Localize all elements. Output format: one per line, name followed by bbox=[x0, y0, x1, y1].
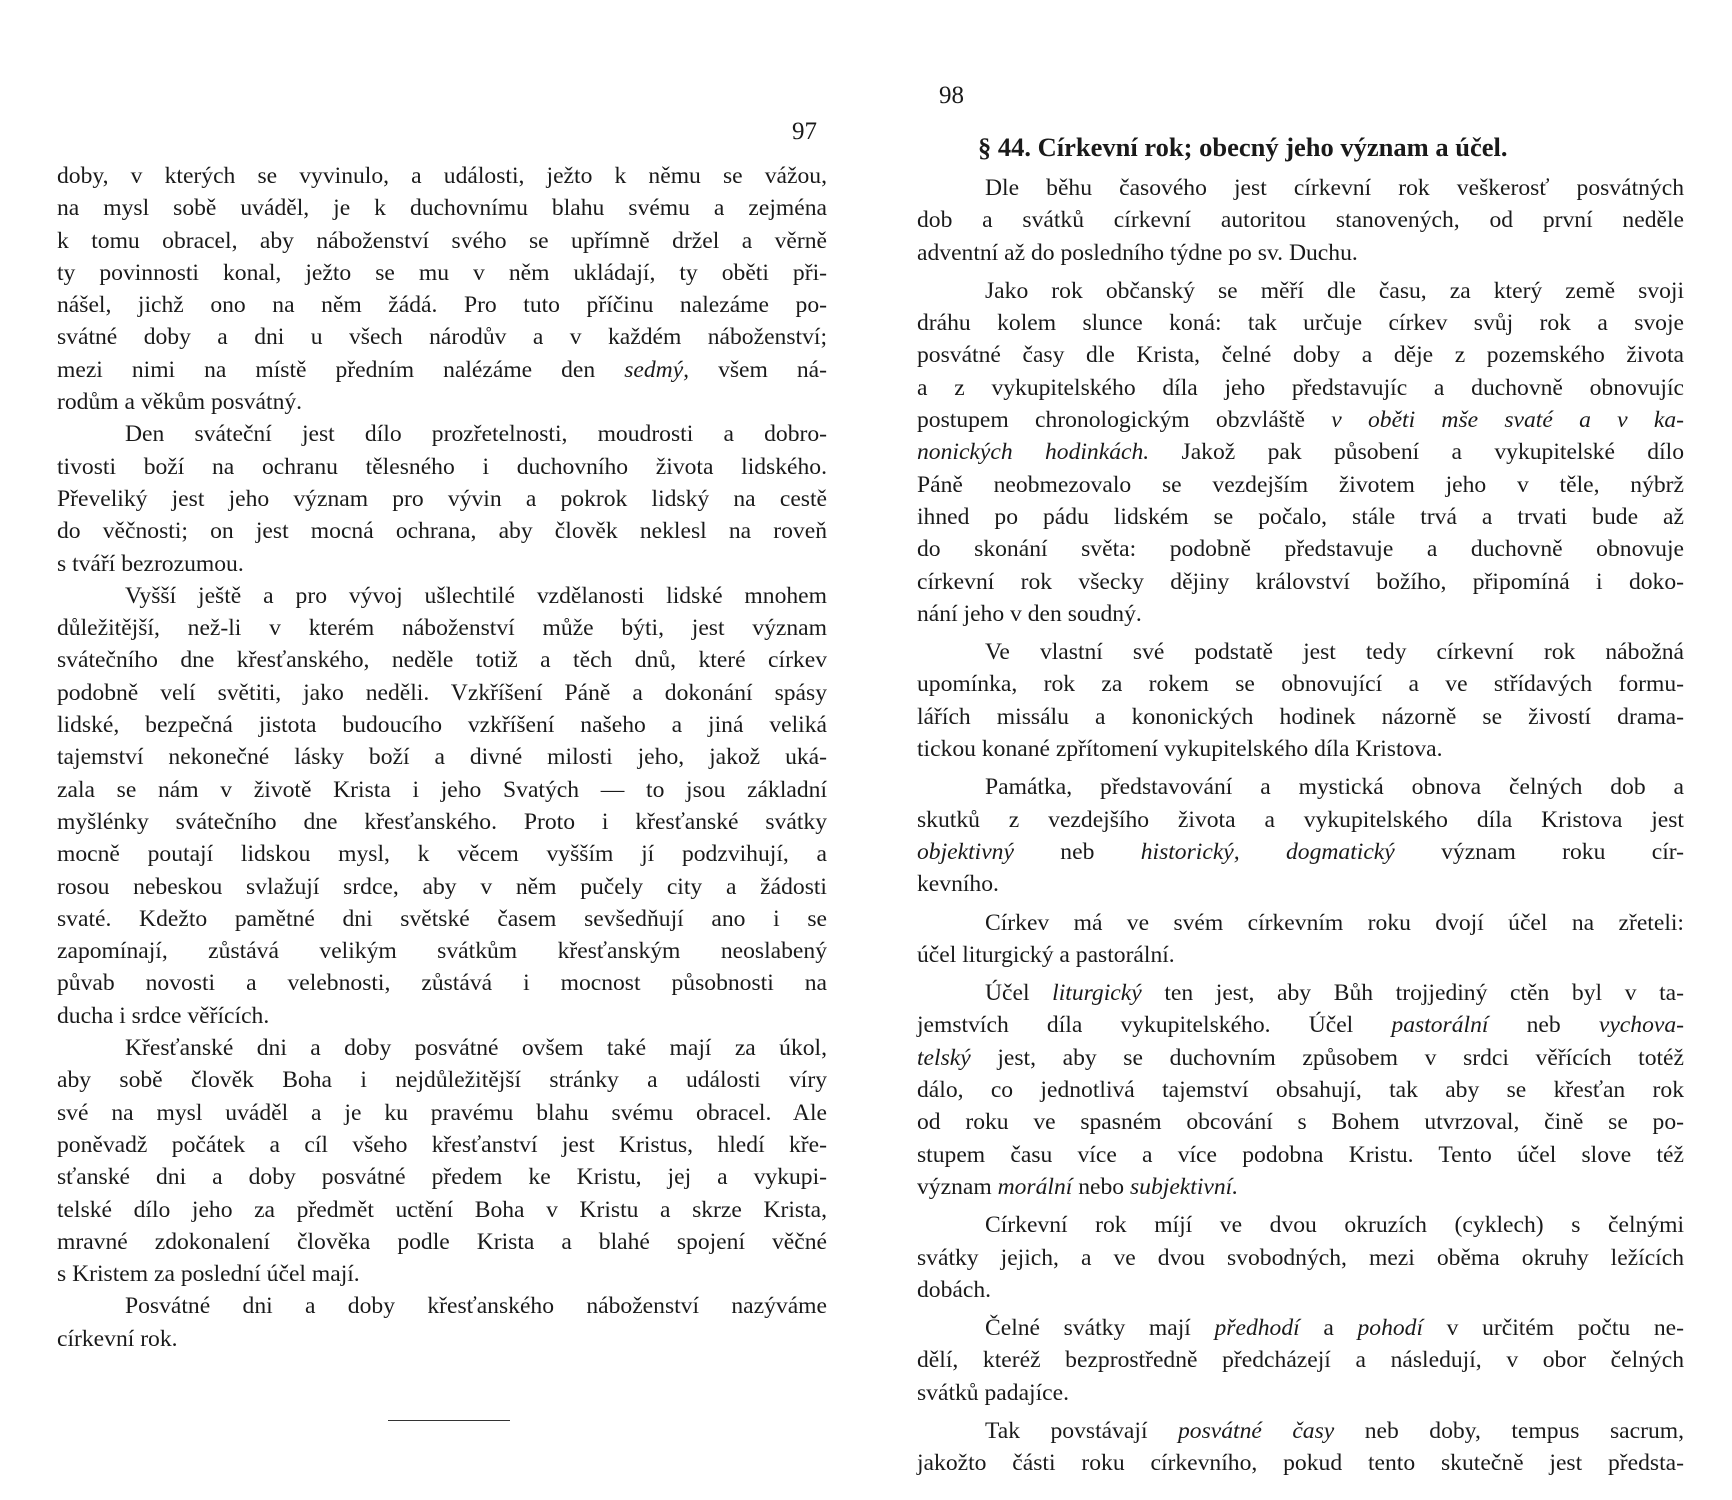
text-line: nášel, jichž ono na něm žádá. Pro tuto příčinu nalezáme po- bbox=[57, 292, 827, 319]
text-line: doby, v kterých se vyvinulo, a události, ježto k němu se vážou, bbox=[57, 163, 827, 189]
text-line: ty povinnosti konal, ježto se mu v něm ukládají, ty oběti při- bbox=[57, 259, 827, 286]
text-line: zapomínají, zůstává velikým svátkům křesťanským neoslabený bbox=[57, 938, 827, 965]
text-line: Památka, představování a mystická obnova čelných dob a bbox=[985, 774, 1684, 801]
text-line: své na mysl uváděl a je ku pravému blahu svému obracel. Ale bbox=[57, 1099, 827, 1126]
text-line: rodům a věkům posvátný. bbox=[57, 389, 303, 416]
text-line: do věčnosti; on jest mocná ochrana, aby člověk neklesl na roveň bbox=[57, 518, 827, 545]
text-line: mocně poutají lidskou mysl, k věcem vyšším jí podzvihují, a bbox=[57, 841, 827, 868]
text-line: Ve vlastní své podstatě jest tedy církevní rok nábožná bbox=[985, 639, 1684, 666]
text-line: dráhu kolem slunce koná: tak určuje církev svůj rok a svoje bbox=[917, 310, 1684, 337]
text-line: upomínka, rok za rokem se obnovující a ve střídavých formu- bbox=[917, 671, 1684, 698]
text-line: kevního. bbox=[917, 871, 999, 898]
text-line: mezi nimi na místě předním nalézáme den sedmý, všem ná- bbox=[57, 356, 827, 383]
text-line: Čelné svátky mají předhodí a pohodí v určitém počtu ne- bbox=[985, 1315, 1684, 1342]
text-line: dálo, co jednotlivá tajemství obsahují, tak aby se křesťan rok bbox=[917, 1077, 1684, 1104]
text-line: dělí, kteréž bezprostředně předcházejí a následují, v obor čelných bbox=[917, 1347, 1684, 1374]
text-line: ihned po pádu lidském se počalo, stále trvá a trvati bude až bbox=[917, 503, 1684, 530]
text-line: Vyšší ještě a pro vývoj ušlechtilé vzdělanosti lidské mnohem bbox=[125, 582, 827, 609]
page-number: 98 bbox=[939, 82, 964, 109]
section-heading: § 44. Církevní rok; obecný jeho význam a účel. bbox=[978, 132, 1508, 162]
paragraph bbox=[917, 636, 1684, 765]
paragraph bbox=[917, 275, 1684, 630]
text-line: zala se nám v životě Krista i jeho Svatých — to jsou základní bbox=[57, 776, 827, 803]
paragraph bbox=[57, 580, 827, 1032]
text-line: sťanské dni a doby posvátné předem ke Kristu, jej a vykupi- bbox=[57, 1164, 827, 1191]
text-line: svaté. Kdežto pamětné dni světské časem sevšedňují ano i se bbox=[57, 905, 827, 932]
text-line: a z vykupitelského díla jeho představujíc a duchovně obnovujíc bbox=[917, 374, 1684, 401]
text-line: nání jeho v den soudný. bbox=[917, 600, 1142, 627]
text-line: stupem času více a více podobna Kristu. Tento účel slove též bbox=[917, 1141, 1684, 1168]
text-line: jemstvích díla vykupitelského. Účel pastorální neb vychova- bbox=[917, 1012, 1684, 1039]
text-line: objektivný neb historický, dogmatický význam roku cír- bbox=[917, 838, 1684, 865]
body-text bbox=[917, 172, 1684, 1480]
text-line: do skonání světa: podobně představuje a duchovně obnovuje bbox=[917, 536, 1684, 563]
text-line: od roku ve spasném obcování s Bohem utvrzoval, čině se po- bbox=[917, 1109, 1684, 1136]
paragraph bbox=[57, 1032, 827, 1290]
text-line: Jako rok občanský se měří dle času, za který země svoji bbox=[985, 277, 1684, 304]
paragraph bbox=[57, 160, 827, 418]
text-line: dobách. bbox=[917, 1276, 992, 1303]
text-line: Převeliký jest jeho význam pro vývin a pokrok lidský na cestě bbox=[57, 485, 827, 512]
paragraph bbox=[917, 1415, 1684, 1480]
paragraph bbox=[917, 1312, 1684, 1409]
paragraph bbox=[57, 1290, 827, 1355]
text-line: myšlénky svátečního dne křesťanského. Proto i křesťanské svátky bbox=[57, 808, 827, 835]
text-line: mravné zdokonalení člověka podle Krista a blahé spojení věčné bbox=[57, 1228, 827, 1255]
text-line: církevní rok všecky dějiny království božího, připomíná i doko- bbox=[917, 568, 1684, 595]
text-line: rosou nebeskou svlažují srdce, aby v něm pučely city a žádosti bbox=[57, 873, 827, 900]
text-line: na mysl sobě uváděl, je k duchovnímu blahu svému a zejména bbox=[57, 195, 827, 222]
text-line: Tak povstávají posvátné časy neb doby, tempus sacrum, bbox=[985, 1417, 1684, 1444]
text-line: svátné doby a dni u všech národův a v každém náboženství; bbox=[57, 324, 827, 351]
text-line: účel liturgický a pastorální. bbox=[917, 941, 1175, 968]
text-line: Den sváteční jest dílo prozřetelnosti, moudrosti a dobro- bbox=[125, 421, 827, 448]
text-line: k tomu obracel, aby náboženství svého se upřímně držel a věrně bbox=[57, 227, 827, 254]
body-text bbox=[57, 160, 827, 1355]
text-line: telský jest, aby se duchovním způsobem v srdci věřících totéž bbox=[917, 1044, 1684, 1071]
text-line: posvátné časy dle Krista, čelné doby a děje z pozemského života bbox=[917, 342, 1684, 369]
paragraph bbox=[917, 977, 1684, 1203]
text-line: telské dílo jeho za předmět uctění Boha v Kristu a skrze Krista, bbox=[57, 1196, 827, 1223]
text-line: Křesťanské dni a doby posvátné ovšem také mají za úkol, bbox=[125, 1035, 827, 1062]
text-line: ducha i srdce věřících. bbox=[57, 1002, 270, 1029]
text-line: skutků z vezdejšího života a vykupitelského díla Kristova jest bbox=[917, 806, 1684, 833]
text-line: Církevní rok míjí ve dvou okruzích (cyklech) s čelnými bbox=[985, 1212, 1684, 1239]
text-line: tickou konané zpřítomení vykupitelského díla Kristova. bbox=[917, 736, 1443, 763]
text-line: lářích missálu a kononických hodinek názorně se živostí drama- bbox=[917, 703, 1684, 730]
text-line: poněvadž počátek a cíl všeho křesťanství jest Kristus, hledí kře- bbox=[57, 1131, 827, 1158]
right-page bbox=[866, 0, 1732, 1500]
paragraph bbox=[57, 418, 827, 579]
paragraph bbox=[917, 172, 1684, 269]
text-line: význam morální nebo subjektivní. bbox=[917, 1173, 1239, 1200]
text-line: Páně neobmezovalo se vezdejším životem jeho v těle, nýbrž bbox=[917, 471, 1684, 498]
paragraph bbox=[917, 907, 1684, 972]
text-line: dob a svátků církevní autoritou stanovených, od první neděle bbox=[917, 207, 1684, 234]
text-line: aby sobě člověk Boha i nejdůležitější stránky a události víry bbox=[57, 1067, 827, 1094]
text-line: svátečního dne křesťanského, neděle totiž a těch dnů, které církev bbox=[57, 647, 827, 674]
text-line: s tváří bezrozumou. bbox=[57, 550, 244, 577]
text-line: tajemství nekonečné lásky boží a divné milosti jeho, jakož uká- bbox=[57, 744, 827, 771]
text-line: církevní rok. bbox=[57, 1325, 178, 1352]
text-line: svátky jejich, a ve dvou svobodných, mezi oběma okruhy ležících bbox=[917, 1244, 1684, 1271]
paragraph bbox=[917, 771, 1684, 900]
text-line: nonických hodinkách. Jakož pak působení a vykupitelské dílo bbox=[917, 439, 1684, 466]
text-line: postupem chronologickým obzvláště v oběti mše svaté a v ka- bbox=[917, 407, 1684, 434]
text-line: s Kristem za poslední účel mají. bbox=[57, 1261, 360, 1288]
text-line: půvab novosti a velebnosti, zůstává i mocnost působnosti na bbox=[57, 970, 827, 997]
text-line: důležitější, než-li v kterém náboženství může býti, jest význam bbox=[57, 615, 827, 642]
text-line: lidské, bezpečná jistota budoucího vzkříšení našeho a jiná veliká bbox=[57, 712, 827, 739]
text-line: Účel liturgický ten jest, aby Bůh trojjediný ctěn byl v ta- bbox=[985, 980, 1684, 1007]
text-line: Posvátné dni a doby křesťanského náboženství nazýváme bbox=[125, 1293, 827, 1320]
end-rule bbox=[388, 1420, 510, 1421]
text-line: svátků padajíce. bbox=[917, 1379, 1069, 1406]
text-line: Církev má ve svém církevním roku dvojí účel na zřeteli: bbox=[985, 909, 1684, 936]
text-line: Dle běhu časového jest církevní rok veškerosť posvátných bbox=[985, 175, 1684, 201]
paragraph bbox=[917, 1209, 1684, 1306]
text-line: adventní až do posledního týdne po sv. Duchu. bbox=[917, 239, 1358, 266]
text-line: podobně velí světiti, jako neděli. Vzkříšení Páně a dokonání spásy bbox=[57, 679, 827, 706]
text-line: tivosti boží na ochranu tělesného i duchovního života lidského. bbox=[57, 453, 827, 480]
text-line: jakožto části roku církevního, pokud tento skutečně jest předsta- bbox=[917, 1450, 1684, 1477]
page-number: 97 bbox=[792, 118, 817, 145]
